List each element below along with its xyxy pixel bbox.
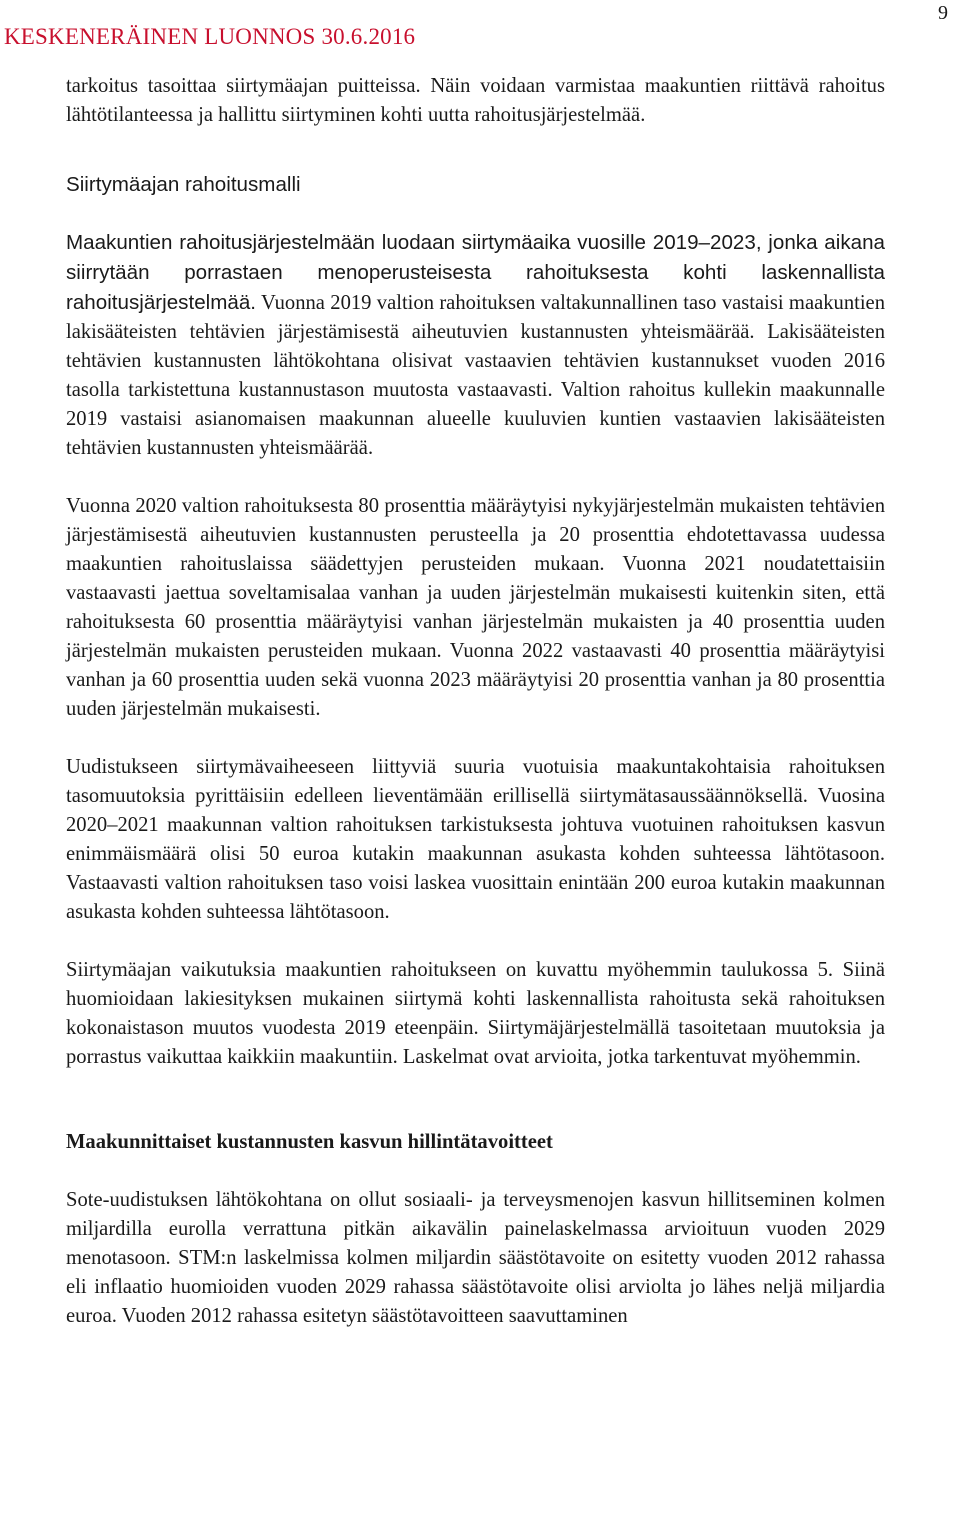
paragraph-transition-period — [66, 228, 885, 463]
paragraph-transition-effects: Siirtymäajan vaikutuksia maakuntien rahoitukseen on kuvattu myöhemmin taulukossa 5. Siinä huomioidaan lakiesityksen mukainen siirtymä kohti laskennallista rahoitusta sekä rahoituksen kokonaistason muutos vuodesta 2019 eteenpäin. Siirtymäjärjestelmällä tasoitetaan muutoksia ja porrastus vaikuttaa kaikkiin maakuntiin. Laskelmat ovat arvioita, jotka tarkentuvat myöhemmin. — [66, 959, 885, 1068]
draft-watermark-header: KESKENERÄINEN LUONNOS 30.6.2016 — [4, 24, 416, 49]
paragraph-transition-period-rest: Vuonna 2019 valtion rahoituksen valtakunnallinen taso vastaisi maakuntien lakisääteisten tehtävien järjestämisestä aiheutuvien kustannusten yhteismäärää. Lakisääteisten tehtävien kustannusten lähtökohtana olisivat vastaavien tehtävien kustannukset vuoden 2016 tasolla tarkistettuna kustannustason muutosta vastaavasti. Valtion rahoitus kullekin maakunnalle 2019 vastaisi asianomaisen maakunnan alueelle kuuluvien kuntien vastaavien lakisääteisten tehtävien kustannusten yhteismäärää. — [66, 292, 885, 459]
heading-transition-funding-model: Siirtymäajan rahoitusmalli — [66, 173, 301, 196]
paragraph-savings-target: Sote-uudistuksen lähtökohtana on ollut sosiaali- ja terveysmenojen kasvun hillitseminen kolmen miljardilla eurolla verrattuna pitkän aikavälin painelaskelmassa arvioituun vuoden 2029 menotasoon. STM:n laskelmissa kolmen miljardin säästötavoite on esitetty vuoden 2012 rahassa eli inflaatio huomioiden vuoden 2029 rahassa säästötavoite olisi arviolta jo lähes neljä miljardia euroa. Vuoden 2012 rahassa esitetyn säästötavoitteen saavuttaminen — [66, 1189, 885, 1327]
paragraph-transition-period-lead: Maakuntien rahoitusjärjestelmään luodaan siirtymäaika vuosille 2019‒2023, jonka aikana siirrytään porrastaen menoperusteisesta rahoituksesta kohti laskennallista rahoitusjärjestelmää. — [66, 231, 885, 314]
paragraph-intro: tarkoitus tasoittaa siirtymäajan puitteissa. Näin voidaan varmistaa maakuntien riittävä rahoitus lähtötilanteessa ja hallittu siirtyminen kohti uutta rahoitusjärjestelmää. — [66, 75, 885, 126]
page-number: 9 — [938, 2, 948, 24]
document-body — [66, 72, 885, 1331]
paragraph-transition-equalization: Uudistukseen siirtymävaiheeseen liittyviä suuria vuotuisia maakuntakohtaisia rahoituksen tasomuutoksia pyrittäisiin edelleen lieventämään erillisellä siirtymätasaussäännöksellä. Vuosina 2020–2021 maakunnan valtion rahoituksen tarkistuksesta johtuva vuotuinen rahoituksen kasvun enimmäismäärä olisi 50 euroa kutakin maakunnan asukasta kohden suhteessa lähtötasoon. Vastaavasti valtion rahoituksen taso voisi laskea vuosittain enintään 200 euroa kutakin maakunnan asukasta kohden suhteessa lähtötasoon. — [66, 756, 885, 923]
heading-cost-growth-targets: Maakunnittaiset kustannusten kasvun hillintätavoitteet — [66, 1131, 553, 1153]
paragraph-funding-shares: Vuonna 2020 valtion rahoituksesta 80 prosenttia määräytyisi nykyjärjestelmän mukaisten tehtävien järjestämisestä aiheutuvien kustannusten perusteella ja 20 prosenttia ehdotettavassa uudessa maakuntien rahoituslaissa säädettyjen perusteiden mukaan. Vuonna 2021 noudatettaisiin vastaavasti jaettua soveltamisalaa vanhan ja uuden järjestelmän mukaisesti kuitenkin siten, että rahoituksesta 60 prosenttia määräytyisi vanhan järjestelmän mukaisten ja 40 prosenttia uuden järjestelmän mukaisten perusteiden mukaan. Vuonna 2022 vastaavasti 40 prosenttia määräytyisi vanhan ja 60 prosenttia uuden sekä vuonna 2023 määräytyisi 20 prosenttia vanhan ja 80 prosenttia uuden järjestelmän mukaisesti. — [66, 495, 885, 720]
